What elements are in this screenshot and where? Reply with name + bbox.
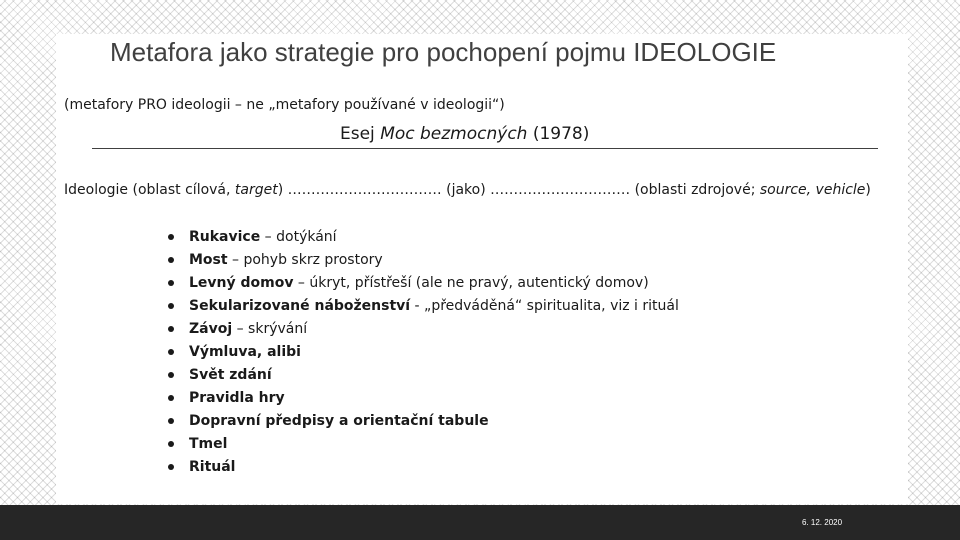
bullet-icon [168,441,174,447]
bullet-icon [168,234,174,240]
bullet-icon [168,418,174,424]
list-item: Levný domov – úkryt, přístřeší (ale ne pravý, autentický domov) [164,273,679,296]
bullet-icon [168,464,174,470]
ideology-part3: ) [865,182,871,198]
essay-heading [340,124,589,144]
essay-prefix: Esej [340,124,381,144]
list-item: Svět zdání [164,365,679,388]
divider-line [92,148,878,149]
bullet-icon [168,372,174,378]
bullet-icon [168,303,174,309]
ideology-definition [64,182,871,198]
slide-subtitle: (metafory PRO ideologii – ne „metafory používané v ideologii“) [64,97,505,113]
metaphor-list [164,227,679,480]
bullet-icon [168,395,174,401]
list-item: Pravidla hry [164,388,679,411]
list-item: Rituál [164,457,679,480]
ideology-target: target [234,182,278,198]
list-item: Tmel [164,434,679,457]
ideology-source: source, vehicle [759,182,866,198]
ideology-part2: ) …………………………… (jako) ………………………… (oblasti zdrojové; [277,182,760,198]
list-item: Rukavice – dotýkání [164,227,679,250]
bullet-icon [168,326,174,332]
list-item: Závoj – skrývání [164,319,679,342]
bullet-icon [168,349,174,355]
list-item: Výmluva, alibi [164,342,679,365]
bullet-icon [168,280,174,286]
ideology-part1: Ideologie (oblast cílová, [64,182,235,198]
slide-title: Metafora jako strategie pro pochopení pojmu IDEOLOGIE [110,37,777,67]
list-item: Dopravní předpisy a orientační tabule [164,411,679,434]
slide-date: 6. 12. 2020 [802,518,843,527]
list-item: Most – pohyb skrz prostory [164,250,679,273]
list-item: Sekularizované náboženství - „předváděná“ spiritualita, viz i rituál [164,296,679,319]
essay-title: Moc bezmocných [380,124,528,144]
bullet-icon [168,257,174,263]
essay-year: (1978) [527,124,590,144]
